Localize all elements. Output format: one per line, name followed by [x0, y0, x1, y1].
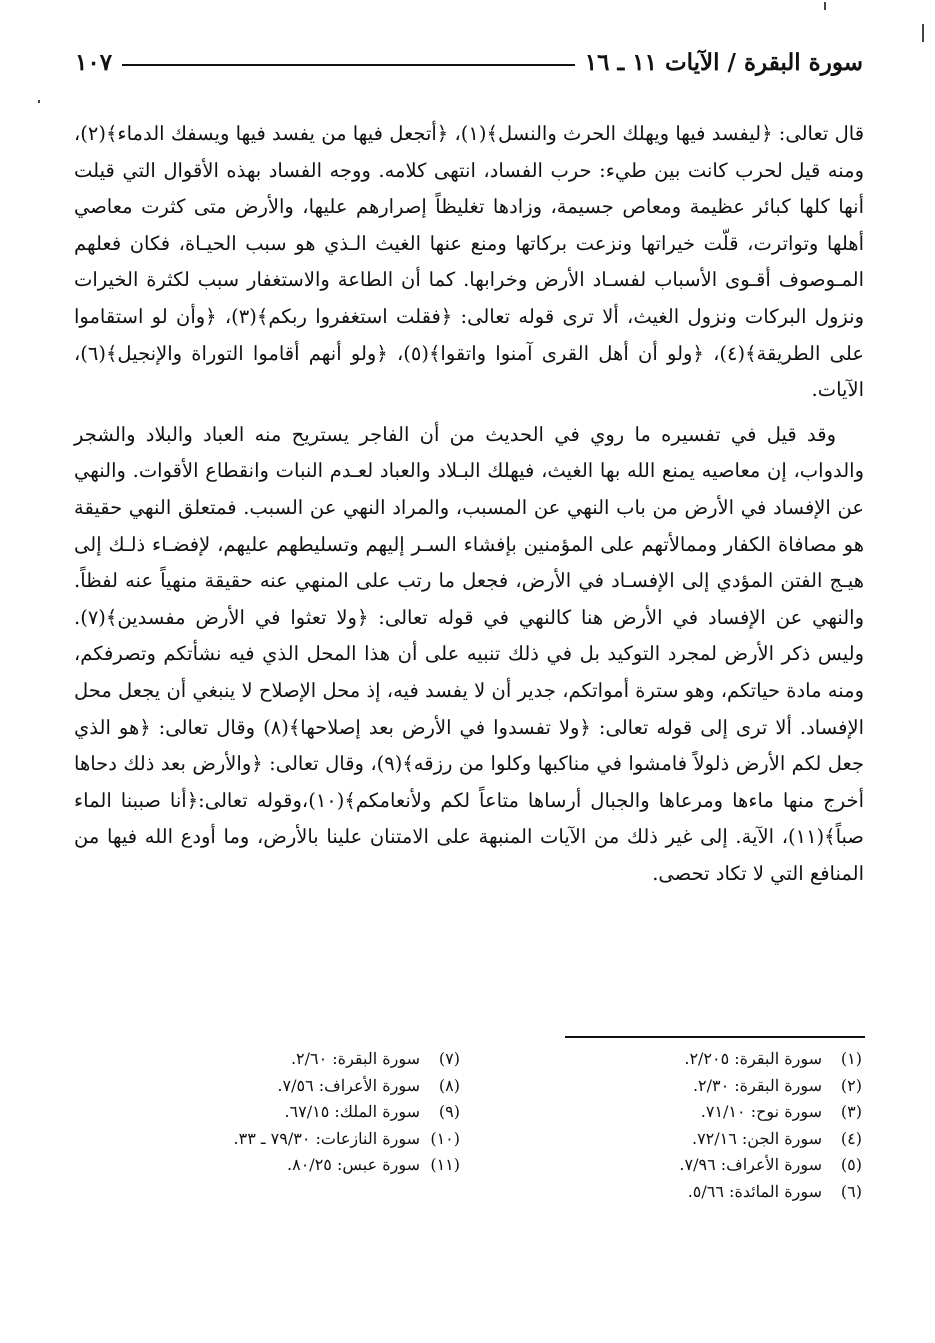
- header-title: سورة البقرة / الآيات ١١ ـ ١٦: [584, 48, 863, 76]
- footnote-number: (٧): [438, 1049, 460, 1068]
- footnote-number: (٥): [840, 1155, 862, 1174]
- footnote-number: (١٠): [430, 1128, 460, 1148]
- footnote-text: سورة الجن: ٧٢/١٦.: [691, 1128, 822, 1148]
- footnote-item: [150, 1126, 460, 1153]
- paragraph: وقد قيل في تفسيره ما روي في الحديث من أن الفاجر يستريح منه العباد والبلاد والشجر والدواب، إن معاصيه يمنع الله بها الغيث، فيهلك البـلاد والعباد لعـدم النبات وانقطاع الأقوات. والنهي عن الإفساد في الأرض من باب النهي عن المسبب، والمراد النهي عن السبب. فمتعلق النهي حقيقة هو مصافاة الكفار وممالأتهم على المؤمنين بإفشاء السـر إليهم وتسليطهم عليهم، لإفضـاء ذلـك إلى هيـج الفتن المؤدي إلى الإفسـاد في الأرض، فجعل ما رتب على المنهي عنه حقيقة منهياً عنه لفظاً. والنهي عن الإفساد في الأرض هنا كالنهي في قوله تعالى: ﴿ولا تعثوا في الأرض مفسدين﴾(٧). وليس ذكر الأرض لمجرد التوكيد بل في ذلك تنبيه على أن هذا المحل الذي فيه نشأتكم وتصرفكم، ومنه مادة حياتكم، وهو سترة أمواتكم، جدير أن لا يفسد فيه، إذ محل الإصلاح لا ينبغي أن يجعل محل الإفساد. ألا ترى إلى قوله تعالى: ﴿ولا تفسدوا في الأرض بعد إصلاحها﴾(٨) وقال تعالى: ﴿هو الذي جعل لكم الأرض ذلولاً فامشوا في مناكبها وكلوا من رزقه﴾(٩)، وقال تعالى: ﴿والأرض بعد ذلك دحاها أخرج منها ماءها ومرعاها والجبال أرساها متاعاً لكم ولأنعامكم﴾(١٠)،وقوله تعالى:﴿أنا صببنا الماء صباً﴾(١١)، الآية. إلى غير ذلك من الآيات المنبهة على الامتنان علينا بالأرض، وما أودع الله فيها من المنافع التي لا تكاد تحصى.: [74, 422, 865, 885]
- running-header: [75, 40, 863, 84]
- footnote-text: سورة البقرة: ٢/٣٠.: [692, 1075, 822, 1095]
- scan-mark: [38, 100, 40, 103]
- footnote-separator: [565, 1036, 865, 1038]
- footnote-number: (١١): [430, 1155, 460, 1174]
- footnote-item: [542, 1152, 862, 1179]
- page-number: ١٠٧: [75, 48, 113, 76]
- footnote-item: [150, 1099, 460, 1126]
- footnote-text: سورة النازعات: ٧٩/٣٠ ـ ٣٣.: [233, 1128, 420, 1148]
- footnotes-right-column: [542, 1046, 862, 1246]
- footnote-item: [150, 1046, 460, 1073]
- footnote-number: (٦): [840, 1181, 862, 1201]
- footnotes-left-column: [150, 1046, 460, 1246]
- header-rule: [122, 64, 575, 66]
- footnote-text: سورة نوح: ٧١/١٠.: [700, 1102, 822, 1121]
- footnote-text: سورة الأعراف: ٧/٩٦.: [679, 1155, 822, 1174]
- footnote-item: [542, 1126, 862, 1153]
- footnote-text: سورة المائدة: ٥/٦٦.: [687, 1181, 822, 1201]
- main-text: [74, 116, 864, 892]
- footnote-item: [542, 1179, 862, 1206]
- footnote-number: (٣): [840, 1102, 862, 1121]
- footnote-text: سورة عبس: ٨٠/٢٥.: [287, 1155, 420, 1174]
- footnote-text: سورة البقرة: ٢/٢٠٥.: [684, 1049, 822, 1068]
- footnote-number: (٨): [438, 1075, 460, 1095]
- footnotes: [150, 1046, 862, 1246]
- footnote-number: (٢): [840, 1075, 862, 1095]
- footnote-number: (١): [840, 1049, 862, 1068]
- footnote-text: سورة البقرة: ٢/٦٠.: [290, 1049, 420, 1068]
- footnote-number: (٤): [840, 1128, 862, 1148]
- paragraph: قال تعالى: ﴿ليفسد فيها ويهلك الحرث والنسل﴾(١)، ﴿أتجعل فيها من يفسد فيها ويسفك الدماء﴾(٢)، ومنه قيل لحرب كانت بين طيء: حرب الفساد، انتهى كلامه. ووجه الفساد بهذه الأقوال التي قيلت أنها كلها كبائر عظيمة ومعاص جسيمة، وزادها تغليظاً إصرارهم عليها، والأرض متى كثرت معاصي أهلها وتواترت، قلّت خيراتها ونزعت بركاتها ومنع عنها الغيث الـذي هو سبب الحيـاة، فكان فعلهم المـوصوف أقـوى الأسباب لفسـاد الأرض وخرابها. كما أن الطاعة والاستغفار سبب لكثرة الخيرات ونزول البركات ونزول الغيث، ألا ترى قوله تعالى: ﴿فقلت استغفروا ربكم﴾(٣)، ﴿وأن لو استقاموا على الطريقة﴾(٤)، ﴿ولو أن أهل القرى آمنوا واتقوا﴾(٥)، ﴿ولو أنهم أقاموا التوراة والإنجيل﴾(٦)، الآيات.: [74, 122, 865, 402]
- scan-mark: [922, 24, 924, 42]
- footnote-item: [150, 1152, 460, 1179]
- footnote-item: [542, 1046, 862, 1073]
- footnote-text: سورة الأعراف: ٧/٥٦.: [277, 1075, 420, 1095]
- footnote-item: [542, 1073, 862, 1100]
- footnote-text: سورة الملك: ٦٧/١٥.: [284, 1102, 420, 1121]
- footnote-item: [542, 1099, 862, 1126]
- footnote-item: [150, 1073, 460, 1100]
- scan-mark: [824, 2, 826, 10]
- footnote-number: (٩): [438, 1102, 460, 1121]
